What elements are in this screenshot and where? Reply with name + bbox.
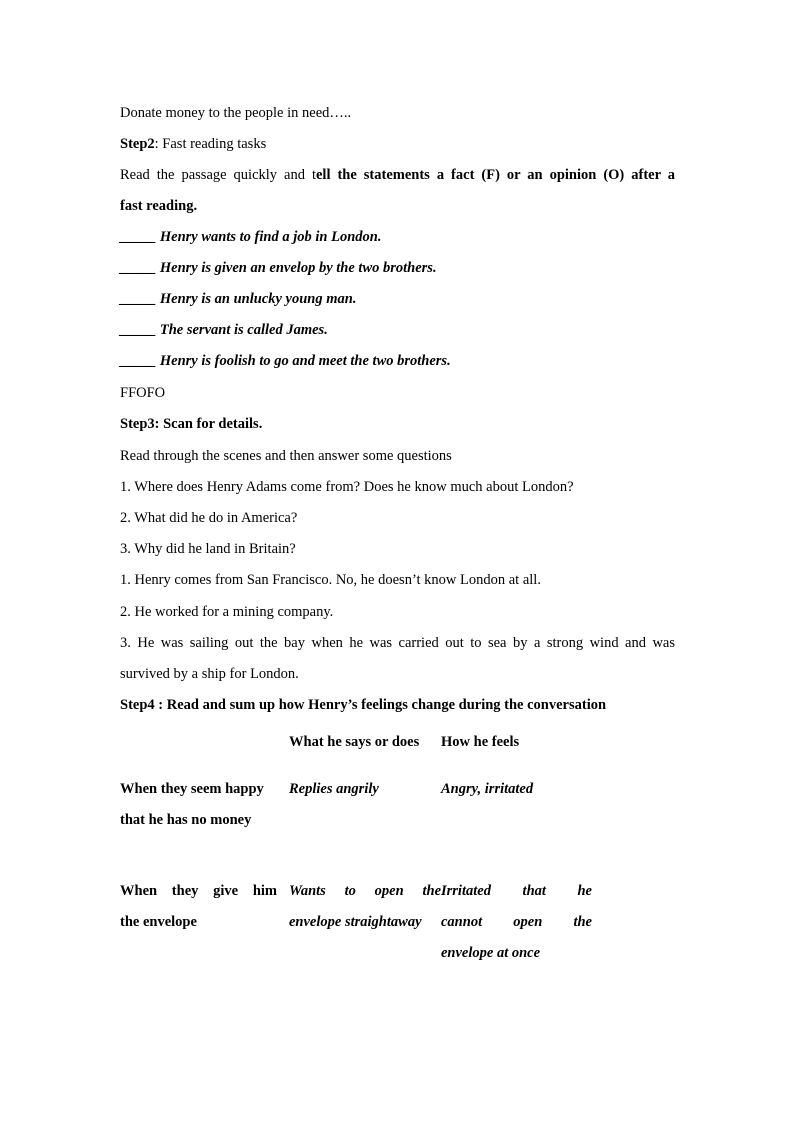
row2-says-line2: envelope straightaway [289,914,422,930]
row1-when-line1: When they seem happy [120,781,264,797]
intro-line: Donate money to the people in need….. [120,105,352,121]
header-says: What he says or does [289,734,420,750]
question-1: 1. Where does Henry Adams come from? Does he know much about London? [120,479,574,495]
row2-when-line2: the envelope [120,914,197,930]
row2-when-line1: When they give him [120,883,277,899]
row1-when-line2: that he has no money [120,812,252,828]
row1-says: Replies angrily [289,781,379,797]
step2-instruction-line1 [120,166,675,184]
question-2: 2. What did he do in America? [120,510,298,526]
statement-4: _____ The servant is called James. [120,322,328,338]
row2-feels-line3: envelope at once [441,945,541,961]
statement-5: _____ Henry is foolish to go and meet the two brothers. [120,353,451,369]
question-3: 3. Why did he land in Britain? [120,541,296,557]
step2-answer: FFOFO [120,385,166,401]
step2-instruction-line2: fast reading. [120,198,198,214]
step2-label: Step2 [120,136,155,152]
step4-heading: Step4 : Read and sum up how Henry’s feelings change during the conversation [120,697,607,713]
row2-feels-line1: Irritated that he [441,883,592,899]
step2-instruction-bold: ell the statements a fact (F) or an opinion (O) after a [316,167,676,183]
row1-feels: Angry, irritated [441,781,534,797]
answer-1: 1. Henry comes from San Francisco. No, he doesn’t know London at all. [120,572,541,588]
answer-2: 2. He worked for a mining company. [120,604,334,620]
statement-2: _____ Henry is given an envelop by the two brothers. [120,260,437,276]
step3-heading: Step3: Scan for details. [120,416,263,432]
answer-3: 3. He was sailing out the bay when he was carried out to sea by a strong wind and was [120,635,675,651]
statement-1: _____ Henry wants to find a job in London. [120,229,382,245]
step2-heading [120,135,266,153]
step3-instruction: Read through the scenes and then answer some questions [120,448,452,464]
header-feels: How he feels [441,734,520,750]
statement-3: _____ Henry is an unlucky young man. [120,291,357,307]
step2-title: : Fast reading tasks [154,136,267,152]
row2-says-line1: Wants to open the [289,883,441,899]
step2-instruction-plain: Read the passage quickly and t [120,167,316,183]
row2-feels-line2: cannot open the [441,914,592,930]
answer-3-continued: survived by a ship for London. [120,666,299,682]
